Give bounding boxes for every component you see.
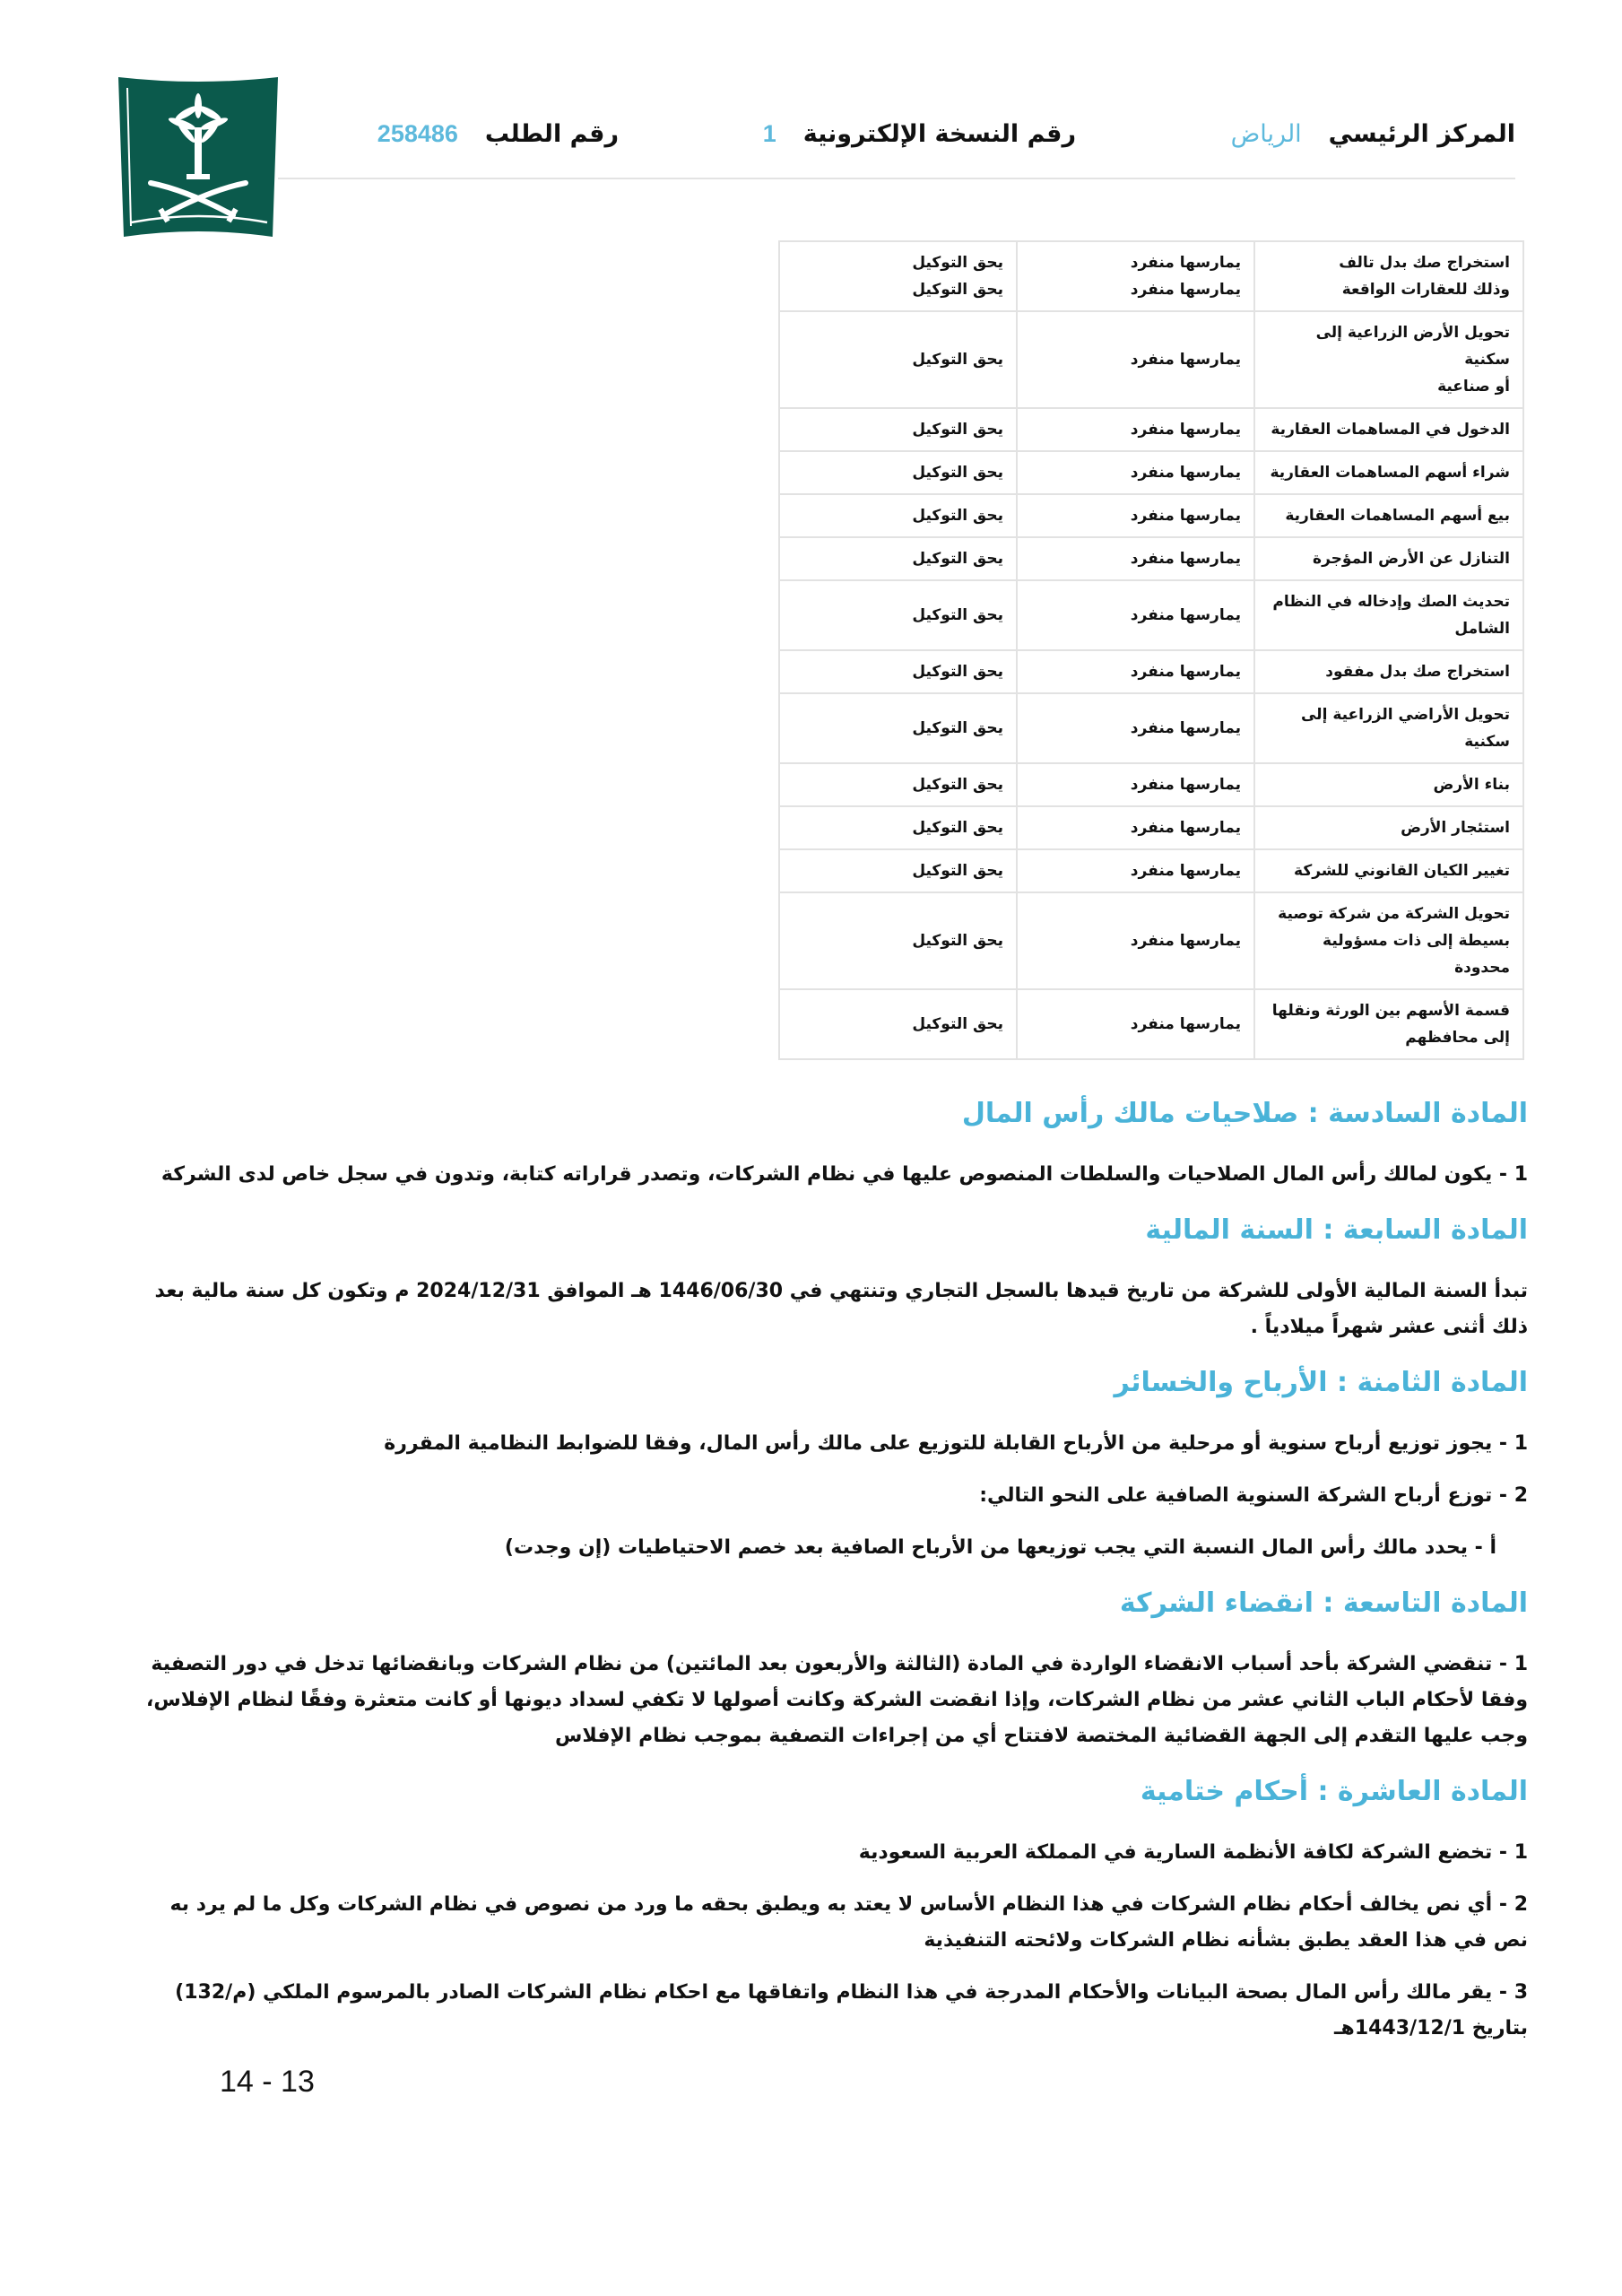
power-cell-text: وذلك للعقارات الواقعة <box>1341 281 1510 299</box>
exercise-cell-text: يمارسها منفرد <box>1130 862 1241 880</box>
exercise-cell-text: يمارسها منفرد <box>1130 719 1241 737</box>
article-title: المادة التاسعة : انقضاء الشركة <box>1119 1587 1528 1619</box>
power-cell-text: تحويل الشركة من شركة توصية <box>1278 905 1510 923</box>
power-cell-text: تحويل الأراضي الزراعية إلى سكنية <box>1300 706 1510 751</box>
delegation-cell-text: يحق التوكيل <box>912 663 1003 681</box>
power-cell <box>1254 989 1523 1059</box>
exercise-cell-text: يمارسها منفرد <box>1130 606 1241 624</box>
delegation-cell <box>779 650 1017 693</box>
power-cell-text: بيع أسهم المساهمات العقارية <box>1285 507 1510 525</box>
exercise-cell <box>1017 311 1254 408</box>
delegation-cell <box>779 763 1017 806</box>
table-row <box>779 451 1523 494</box>
article-paragraph: 2 - أي نص يخالف أحكام نظام الشركات في هذا النظام الأساس لا يعتد به ويطبق بحقه ما ورد من نصوص في نظام الشركات وكل ما لم يرد به نص في هذا العقد يطبق بشأنه نظام الشركات ولائحته التنفيذية <box>169 1893 1528 1952</box>
power-cell-text: الشامل <box>1454 620 1510 638</box>
power-cell-text: شراء أسهم المساهمات العقارية <box>1270 464 1510 482</box>
power-cell-text: بسيطة إلى ذات مسؤولية <box>1323 932 1510 950</box>
exercise-cell-text: يمارسها منفرد <box>1130 776 1241 794</box>
page-number: 14 - 13 <box>220 2065 315 2099</box>
power-cell-text: أو صناعية <box>1437 378 1510 396</box>
exercise-cell-text: يمارسها منفرد <box>1130 663 1241 681</box>
article <box>134 1582 1528 1754</box>
table-row <box>779 806 1523 849</box>
delegation-cell <box>779 892 1017 989</box>
table-row <box>779 311 1523 408</box>
exercise-cell <box>1017 892 1254 989</box>
exercise-cell <box>1017 451 1254 494</box>
delegation-cell-text: يحق التوكيل <box>912 254 1003 272</box>
exercise-cell-text: يمارسها منفرد <box>1130 819 1241 837</box>
delegation-cell-text: يحق التوكيل <box>912 932 1003 950</box>
table-row <box>779 241 1523 311</box>
delegation-cell-text: يحق التوكيل <box>912 606 1003 624</box>
power-cell-text: محدودة <box>1454 959 1510 977</box>
delegation-cell <box>779 580 1017 650</box>
power-cell-text: الدخول في المساهمات العقارية <box>1271 421 1510 439</box>
article-paragraph: 2 - توزع أرباح الشركة السنوية الصافية على النحو التالي: <box>979 1484 1528 1507</box>
table-row <box>779 494 1523 537</box>
exercise-cell-text: يمارسها منفرد <box>1130 1015 1241 1033</box>
article-title: المادة السادسة : صلاحيات مالك رأس المال <box>961 1098 1528 1129</box>
delegation-cell-text: يحق التوكيل <box>912 351 1003 369</box>
main-center-label: المركز الرئيسي <box>1328 120 1515 148</box>
power-cell <box>1254 537 1523 580</box>
article-title: المادة العاشرة : أحكام ختامية <box>1140 1776 1528 1807</box>
power-cell <box>1254 494 1523 537</box>
article-paragraph: تبدأ السنة المالية الأولى للشركة من تاريخ قيدها بالسجل التجاري وتنتهي في 1446/06/30 هـ الموافق 2024/12/31 م وتكون كل سنة مالية بعد ذلك أثنى عشر شهراً ميلادياً . <box>154 1280 1528 1338</box>
article-title: المادة السابعة : السنة المالية <box>1145 1214 1528 1246</box>
power-cell-text: استخراج صك بدل تالف <box>1339 254 1510 272</box>
delegation-cell <box>779 849 1017 892</box>
copy-number-value: 1 <box>762 120 776 147</box>
delegation-cell <box>779 311 1017 408</box>
exercise-cell-text: يمارسها منفرد <box>1130 507 1241 525</box>
table-row <box>779 537 1523 580</box>
article-paragraph: أ - يحدد مالك رأس المال النسبة التي يجب توزيعها من الأرباح الصافية بعد خصم الاحتياطيات (إن وجدت) <box>504 1536 1496 1559</box>
exercise-cell <box>1017 763 1254 806</box>
exercise-cell <box>1017 494 1254 537</box>
exercise-cell-text: يمارسها منفرد <box>1130 550 1241 568</box>
power-cell <box>1254 892 1523 989</box>
power-cell <box>1254 580 1523 650</box>
delegation-cell-text: يحق التوكيل <box>912 507 1003 525</box>
exercise-cell-text: يمارسها منفرد <box>1130 464 1241 482</box>
power-cell-text: بناء الأرض <box>1433 776 1510 794</box>
article-paragraph: 1 - يجوز توزيع أرباح سنوية أو مرحلية من الأرباح القابلة للتوزيع على مالك رأس المال، وفقا للضوابط النظامية المقررة <box>384 1432 1528 1455</box>
power-cell-text: إلى محافظهم <box>1405 1029 1510 1047</box>
delegation-cell <box>779 693 1017 763</box>
delegation-cell-text: يحق التوكيل <box>912 281 1003 299</box>
article-paragraph: 1 - تنقضي الشركة بأحد أسباب الانقضاء الواردة في المادة (الثالثة والأربعون بعد المائتين) من نظام الشركات وبانقضائها تدخل في دور التصفية وفقا لأحكام الباب الثاني عشر من نظام الشركات، وإذا انقضت الشركة وكانت أصولها لا تكفي لسداد ديونها أو كانت متعثرة وفقًا لنظام الإفلاس، وجب عليها التقدم إلى الجهة القضائية المختصة لافتتاح أي من إجراءات التصفية بموجب نظام الإفلاس <box>146 1653 1528 1747</box>
table-row <box>779 989 1523 1059</box>
power-cell-text: استئجار الأرض <box>1401 819 1510 837</box>
article-paragraph: 1 - يكون لمالك رأس المال الصلاحيات والسلطات المنصوص عليها في نظام الشركات، وتصدر قراراته كتابة، وتدون في سجل خاص لدى الشركة <box>160 1163 1528 1186</box>
article <box>134 1361 1528 1566</box>
article <box>134 1770 1528 2047</box>
power-cell-text: التنازل عن الأرض المؤجرة <box>1313 550 1510 568</box>
exercise-cell-text: يمارسها منفرد <box>1130 421 1241 439</box>
table-row <box>779 849 1523 892</box>
table-row <box>779 693 1523 763</box>
exercise-cell-text: يمارسها منفرد <box>1130 281 1241 299</box>
article-paragraph: 1 - تخضع الشركة لكافة الأنظمة السارية في المملكة العربية السعودية <box>858 1841 1528 1864</box>
exercise-cell <box>1017 241 1254 311</box>
article-title: المادة الثامنة : الأرباح والخسائر <box>1114 1367 1528 1398</box>
delegation-cell <box>779 494 1017 537</box>
exercise-cell <box>1017 537 1254 580</box>
articles-section <box>134 1092 1528 2047</box>
power-cell-text: قسمة الأسهم بين الورثة ونقلها <box>1271 1002 1510 1020</box>
exercise-cell <box>1017 849 1254 892</box>
article-paragraph: 3 - يقر مالك رأس المال بصحة البيانات والأحكام المدرجة في هذا النظام واتفاقها مع احكام نظام الشركات الصادر بالمرسوم الملكي (م/132) بتاريخ 1443/12/1هـ <box>175 1981 1528 2039</box>
exercise-cell <box>1017 580 1254 650</box>
delegation-cell <box>779 241 1017 311</box>
exercise-cell <box>1017 650 1254 693</box>
table-row <box>779 763 1523 806</box>
power-cell-text: تغيير الكيان القانوني للشركة <box>1294 862 1510 880</box>
power-cell <box>1254 693 1523 763</box>
exercise-cell <box>1017 408 1254 451</box>
delegation-cell-text: يحق التوكيل <box>912 464 1003 482</box>
delegation-cell-text: يحق التوكيل <box>912 776 1003 794</box>
main-center-value: الرياض <box>1230 120 1302 147</box>
delegation-cell <box>779 537 1017 580</box>
article <box>134 1209 1528 1345</box>
power-cell <box>1254 849 1523 892</box>
exercise-cell-text: يمارسها منفرد <box>1130 351 1241 369</box>
copy-number-label: رقم النسخة الإلكترونية <box>802 120 1076 148</box>
table-row <box>779 408 1523 451</box>
power-cell <box>1254 408 1523 451</box>
request-number-value: 258486 <box>377 120 458 147</box>
power-cell <box>1254 806 1523 849</box>
powers-table <box>780 240 1524 1060</box>
exercise-cell <box>1017 693 1254 763</box>
power-cell-text: تحويل الأرض الزراعية إلى سكنية <box>1315 324 1510 369</box>
delegation-cell <box>779 806 1017 849</box>
power-cell <box>1254 650 1523 693</box>
delegation-cell-text: يحق التوكيل <box>912 550 1003 568</box>
power-cell <box>1254 241 1523 311</box>
delegation-cell <box>779 989 1017 1059</box>
exercise-cell <box>1017 989 1254 1059</box>
delegation-cell-text: يحق التوكيل <box>912 421 1003 439</box>
exercise-cell-text: يمارسها منفرد <box>1130 932 1241 950</box>
table-row <box>779 580 1523 650</box>
delegation-cell-text: يحق التوكيل <box>912 1015 1003 1033</box>
powers-table-body <box>779 241 1523 1059</box>
article <box>134 1092 1528 1193</box>
table-row <box>779 892 1523 989</box>
table-row <box>779 650 1523 693</box>
delegation-cell <box>779 408 1017 451</box>
delegation-cell-text: يحق التوكيل <box>912 719 1003 737</box>
request-number-label: رقم الطلب <box>484 120 619 148</box>
power-cell-text: تحديث الصك وإدخاله في النظام <box>1272 593 1510 611</box>
delegation-cell <box>779 451 1017 494</box>
power-cell <box>1254 311 1523 408</box>
delegation-cell-text: يحق التوكيل <box>912 819 1003 837</box>
delegation-cell-text: يحق التوكيل <box>912 862 1003 880</box>
power-cell <box>1254 451 1523 494</box>
exercise-cell <box>1017 806 1254 849</box>
power-cell <box>1254 763 1523 806</box>
exercise-cell-text: يمارسها منفرد <box>1130 254 1241 272</box>
power-cell-text: استخراج صك بدل مفقود <box>1325 663 1510 681</box>
